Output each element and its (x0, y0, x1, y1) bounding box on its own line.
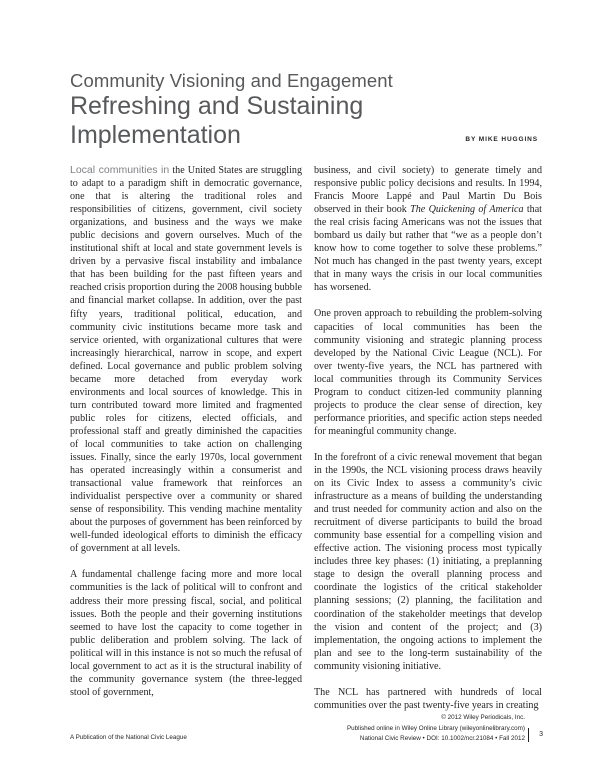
section-kicker: Community Visioning and Engagement (70, 70, 393, 91)
paragraph: The NCL has partnered with hundreds of local communities over the past twenty-five years in creating (314, 686, 542, 711)
title-line-1: Refreshing and Sustaining (70, 92, 364, 120)
article-title (70, 92, 363, 150)
lead-in: Local communities in (70, 164, 170, 176)
page-number: 3 (528, 728, 543, 742)
paragraph-text: the United States are struggling to adapt to a paradigm shift in democratic governance, one that is altering the traditional roles and responsibilities of citizens, government, civil society organizations, and business and the ways we make public decisions and govern ourselves. Much of the institutional shift at local and state government levels is driven by a pervasive fiscal instability and imbalance that has been building for the past fifteen years and reached crisis proportion during the 2008 housing bubble and financial market collapse. In addition, over the past fifty years, traditional political, education, and community civic institutions became more task and service oriented, with organizational cultures that were increasingly hierarchical, narrow in scope, and expert defined. Local governance and public problem solving became more detached from everyday work environments and local sources of knowledge. This in turn contributed toward more limited and fragmented public roles for citizens, elected officials, and professional staff and greatly diminished the capacities of local communities to take action on challenging issues. Finally, since the early 1970s, local government has operated increasingly within a consumerist and transactional value framework that reinforces an individualist perspective over a community or shared sense of responsibility. This vending machine mentality about the purposes of government has been reinforced by well-funded ideological efforts to diminish the efficacy of government at all levels. (70, 165, 302, 555)
paragraph (314, 164, 542, 294)
book-title: The Quickening of America (410, 204, 524, 216)
title-line-2: Implementation (70, 121, 241, 149)
paragraph-text: business, and civil society) to generate timely and responsive public policy decisions and results. In 1994, Francis Moore Lappé and Paul Martin Du Bois observed in their book (314, 165, 542, 216)
publication-credit: A Publication of the National Civic League (70, 734, 187, 741)
copyright-notice: © 2012 Wiley Periodicals, Inc. (441, 714, 525, 721)
citation-line: National Civic Review • DOI: 10.1002/ncr.21084 • Fall 2012 (359, 735, 525, 742)
online-publication-note: Published online in Wiley Online Library (wileyonlinelibrary.com) (346, 724, 525, 732)
paragraph-text: that the real crisis facing Americans was not the issues that bombard us daily but rather that “we as a people don’t know how to come together to solve these problems.” Not much has changed in the past twenty years, except that in many ways the crisis in our local communities has worsened. (314, 204, 542, 294)
right-column (314, 164, 542, 712)
paragraph (70, 164, 302, 555)
paragraph: One proven approach to rebuilding the problem-solving capacities of local communities has been the community visioning and strategic planning process developed by the National Civic League (NCL). For over twenty-five years, the NCL has partnered with local communities through its Community Services Program to conduct citizen-led community planning projects to produce the clear sense of direction, key performance priorities, and specific action steps needed for meaningful community change. (314, 308, 542, 437)
author-byline: BY MIKE HUGGINS (465, 136, 538, 143)
paragraph: In the forefront of a civic renewal movement that began in the 1990s, the NCL visioning process draws heavily on its Civic Index to assess a community’s civic infrastructure as a means of building the understanding and trust needed for community action and also on the recruitment of diverse participants to build the broad community base essential for a compelling vision and effective action. The visioning process most typically includes three key phases: (1) initiating, a preplanning stage to design the overall planning process and coordinate the logistics of the critical stakeholder planning sessions; (2) planning, the facilitation and coordination of the stakeholder meetings that develop the vision and content of the project; and (3) implementation, the ongoing actions to implement the plan and see to the long-term sustainability of the community visioning initiative. (314, 451, 542, 672)
paragraph: A fundamental challenge facing more and more local communities is the lack of political will to confront and address their more pressing fiscal, social, and political issues. Both the people and their governing institutions seemed to have lost the capacity to come together in public deliberation and problem solving. The lack of political will in this instance is not so much the refusal of local government to act as it is the structural inability of the community governance system (the three-legged stool of government, (70, 569, 302, 698)
publication-info (347, 713, 525, 745)
left-column (70, 164, 302, 699)
